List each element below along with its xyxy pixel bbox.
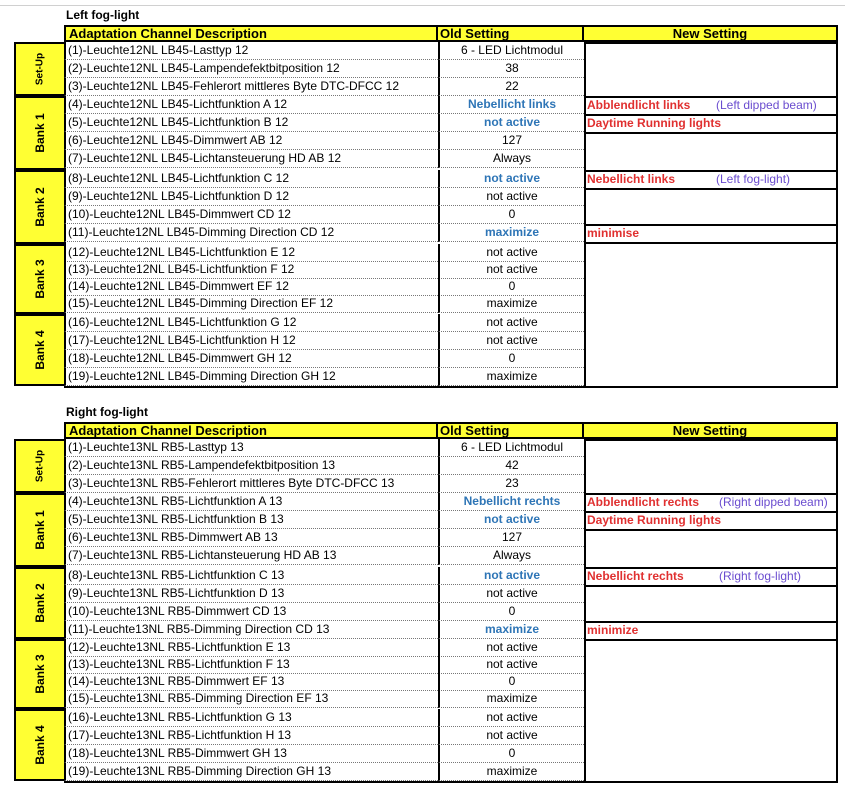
row-description: (13)-Leuchte12NL LB45-Lichtfunktion F 12 — [64, 261, 438, 279]
new-setting-row-4[interactable] — [584, 493, 838, 513]
row-old-setting: not active — [438, 639, 584, 657]
row-description: (3)-Leuchte13NL RB5-Fehlerort mittleres Byte DTC-DFCC 13 — [64, 475, 438, 493]
group-setup — [14, 439, 66, 493]
row-description: (7)-Leuchte12NL LB45-Lichtansteuerung HD AB 12 — [64, 150, 438, 168]
row-description: (14)-Leuchte13NL RB5-Dimmwert EF 13 — [64, 673, 438, 691]
new-setting-row-8[interactable] — [584, 567, 838, 587]
row-old-setting: 6 - LED Lichtmodul — [438, 439, 584, 457]
new-value: Nebellicht rechts — [587, 569, 684, 583]
header-description: Adaptation Channel Description — [64, 25, 438, 42]
row-description: (14)-Leuchte12NL LB45-Dimmwert EF 12 — [64, 278, 438, 296]
row-old-setting: 6 - LED Lichtmodul — [438, 42, 584, 60]
row-description: (6)-Leuchte12NL LB45-Dimmwert AB 12 — [64, 132, 438, 150]
row-description: (16)-Leuchte13NL RB5-Lichtfunktion G 13 — [64, 709, 438, 727]
row-description: (5)-Leuchte13NL RB5-Lichtfunktion B 13 — [64, 511, 438, 529]
new-note: (Right dipped beam) — [719, 495, 828, 509]
row-old-setting: not active — [438, 261, 584, 279]
header-new-setting: New Setting — [582, 25, 838, 42]
section-title: Left fog-light — [66, 8, 140, 22]
new-setting-row-11[interactable] — [584, 621, 838, 641]
group-label: Bank 4 — [33, 725, 47, 765]
row-description: (13)-Leuchte13NL RB5-Lichtfunktion F 13 — [64, 656, 438, 674]
new-setting-row-4[interactable] — [584, 96, 838, 116]
row-description: (2)-Leuchte12NL LB45-Lampendefektbitposition 12 — [64, 60, 438, 78]
group-bank-3 — [14, 244, 66, 314]
new-value: minimise — [587, 226, 640, 240]
row-old-setting: 22 — [438, 78, 584, 96]
group-bank-2 — [14, 170, 66, 244]
row-old-setting: not active — [438, 511, 584, 529]
new-value: minimize — [587, 623, 639, 637]
group-bank-2 — [14, 567, 66, 639]
new-value: Nebellicht links — [587, 172, 676, 186]
row-old-setting: 127 — [438, 132, 584, 150]
right-fog-light-section — [14, 405, 840, 785]
row-description: (7)-Leuchte13NL RB5-Lichtansteuerung HD AB 13 — [64, 547, 438, 565]
group-bank-1 — [14, 493, 66, 567]
new-value: Abblendlicht rechts — [587, 495, 700, 509]
row-old-setting: not active — [438, 188, 584, 206]
row-old-setting: not active — [438, 656, 584, 674]
group-bank-3 — [14, 639, 66, 709]
row-description: (8)-Leuchte12NL LB45-Lichtfunktion C 12 — [64, 170, 438, 188]
new-setting-row-5[interactable] — [584, 114, 838, 134]
row-description: (10)-Leuchte12NL LB45-Dimmwert CD 12 — [64, 206, 438, 224]
row-description: (1)-Leuchte12NL LB45-Lasttyp 12 — [64, 42, 438, 60]
row-description: (10)-Leuchte13NL RB5-Dimmwert CD 13 — [64, 603, 438, 621]
table-bottom-border — [64, 386, 584, 388]
new-setting-row-8[interactable] — [584, 170, 838, 190]
row-description: (9)-Leuchte13NL RB5-Lichtfunktion D 13 — [64, 585, 438, 603]
row-description: (16)-Leuchte12NL LB45-Lichtfunktion G 12 — [64, 314, 438, 332]
new-setting-bank-3-4[interactable] — [584, 242, 838, 388]
row-old-setting: 127 — [438, 529, 584, 547]
top-border-line — [0, 5, 845, 6]
group-label: Set-Up — [34, 449, 46, 483]
row-description: (12)-Leuchte13NL RB5-Lichtfunktion E 13 — [64, 639, 438, 657]
row-old-setting: not active — [438, 170, 584, 188]
row-old-setting: maximize — [438, 295, 584, 313]
row-old-setting: 0 — [438, 206, 584, 224]
row-old-setting: 0 — [438, 745, 584, 763]
row-description: (8)-Leuchte13NL RB5-Lichtfunktion C 13 — [64, 567, 438, 585]
group-label: Bank 1 — [33, 510, 47, 550]
header-description: Adaptation Channel Description — [64, 422, 438, 439]
row-old-setting: not active — [438, 709, 584, 727]
group-label: Bank 1 — [33, 113, 47, 153]
new-setting-row-5[interactable] — [584, 511, 838, 531]
group-label: Set-Up — [34, 52, 46, 86]
row-old-setting: not active — [438, 332, 584, 350]
row-old-setting: 42 — [438, 457, 584, 475]
row-description: (18)-Leuchte12NL LB45-Dimmwert GH 12 — [64, 350, 438, 368]
row-description: (18)-Leuchte13NL RB5-Dimmwert GH 13 — [64, 745, 438, 763]
row-description: (2)-Leuchte13NL RB5-Lampendefektbitposition 13 — [64, 457, 438, 475]
new-note: (Right fog-light) — [719, 569, 802, 583]
row-old-setting: Nebellicht rechts — [438, 493, 584, 511]
new-note: (Left fog-light) — [716, 172, 791, 186]
row-old-setting: maximize — [438, 763, 584, 781]
row-old-setting: Always — [438, 150, 584, 168]
new-setting-bank-1-rest[interactable] — [584, 132, 838, 172]
row-old-setting: maximize — [438, 621, 584, 639]
new-setting-setup[interactable] — [584, 439, 838, 495]
row-old-setting: 23 — [438, 475, 584, 493]
new-setting-setup[interactable] — [584, 42, 838, 98]
row-description: (1)-Leuchte13NL RB5-Lasttyp 13 — [64, 439, 438, 457]
new-setting-bank-2-rest[interactable] — [584, 585, 838, 623]
new-value: Daytime Running lights — [587, 513, 722, 527]
row-old-setting: 0 — [438, 673, 584, 691]
group-label: Bank 3 — [33, 654, 47, 694]
row-old-setting: 38 — [438, 60, 584, 78]
row-description: (4)-Leuchte12NL LB45-Lichtfunktion A 12 — [64, 96, 438, 114]
group-label: Bank 4 — [33, 330, 47, 370]
row-old-setting: not active — [438, 314, 584, 332]
row-old-setting: not active — [438, 244, 584, 262]
row-description: (17)-Leuchte12NL LB45-Lichtfunktion H 12 — [64, 332, 438, 350]
row-description: (11)-Leuchte12NL LB45-Dimming Direction CD 12 — [64, 224, 438, 242]
row-old-setting: not active — [438, 585, 584, 603]
row-description: (19)-Leuchte12NL LB45-Dimming Direction GH 12 — [64, 368, 438, 386]
new-setting-bank-1-rest[interactable] — [584, 529, 838, 569]
row-old-setting: maximize — [438, 690, 584, 708]
row-description: (12)-Leuchte12NL LB45-Lichtfunktion E 12 — [64, 244, 438, 262]
group-bank-1 — [14, 96, 66, 170]
row-old-setting: not active — [438, 727, 584, 745]
row-description: (19)-Leuchte13NL RB5-Dimming Direction GH 13 — [64, 763, 438, 781]
row-old-setting: maximize — [438, 224, 584, 242]
new-value: Daytime Running lights — [587, 116, 722, 130]
new-setting-bank-3-4[interactable] — [584, 639, 838, 783]
new-value: Abblendlicht links — [587, 98, 691, 112]
new-setting-row-11[interactable] — [584, 224, 838, 244]
table-bottom-border — [64, 781, 584, 783]
row-description: (4)-Leuchte13NL RB5-Lichtfunktion A 13 — [64, 493, 438, 511]
row-old-setting: not active — [438, 567, 584, 585]
row-old-setting: Nebellicht links — [438, 96, 584, 114]
group-label: Bank 3 — [33, 259, 47, 299]
left-fog-light-section — [14, 8, 840, 388]
row-description: (15)-Leuchte13NL RB5-Dimming Direction EF 13 — [64, 690, 438, 708]
header-old-setting: Old Setting — [436, 25, 584, 42]
row-old-setting: 0 — [438, 603, 584, 621]
header-old-setting: Old Setting — [436, 422, 584, 439]
row-old-setting: Always — [438, 547, 584, 565]
new-setting-bank-2-rest[interactable] — [584, 188, 838, 226]
row-description: (3)-Leuchte12NL LB45-Fehlerort mittleres Byte DTC-DFCC 12 — [64, 78, 438, 96]
header-new-setting: New Setting — [582, 422, 838, 439]
group-label: Bank 2 — [33, 187, 47, 227]
section-title: Right fog-light — [66, 405, 148, 419]
row-description: (17)-Leuchte13NL RB5-Lichtfunktion H 13 — [64, 727, 438, 745]
row-description: (9)-Leuchte12NL LB45-Lichtfunktion D 12 — [64, 188, 438, 206]
group-bank-4 — [14, 709, 66, 781]
row-description: (6)-Leuchte13NL RB5-Dimmwert AB 13 — [64, 529, 438, 547]
group-label: Bank 2 — [33, 583, 47, 623]
row-old-setting: not active — [438, 114, 584, 132]
row-old-setting: maximize — [438, 368, 584, 386]
row-description: (15)-Leuchte12NL LB45-Dimming Direction EF 12 — [64, 295, 438, 313]
new-note: (Left dipped beam) — [716, 98, 817, 112]
row-old-setting: 0 — [438, 350, 584, 368]
group-bank-4 — [14, 314, 66, 386]
row-old-setting: 0 — [438, 278, 584, 296]
group-setup — [14, 42, 66, 96]
row-description: (11)-Leuchte13NL RB5-Dimming Direction CD 13 — [64, 621, 438, 639]
row-description: (5)-Leuchte12NL LB45-Lichtfunktion B 12 — [64, 114, 438, 132]
